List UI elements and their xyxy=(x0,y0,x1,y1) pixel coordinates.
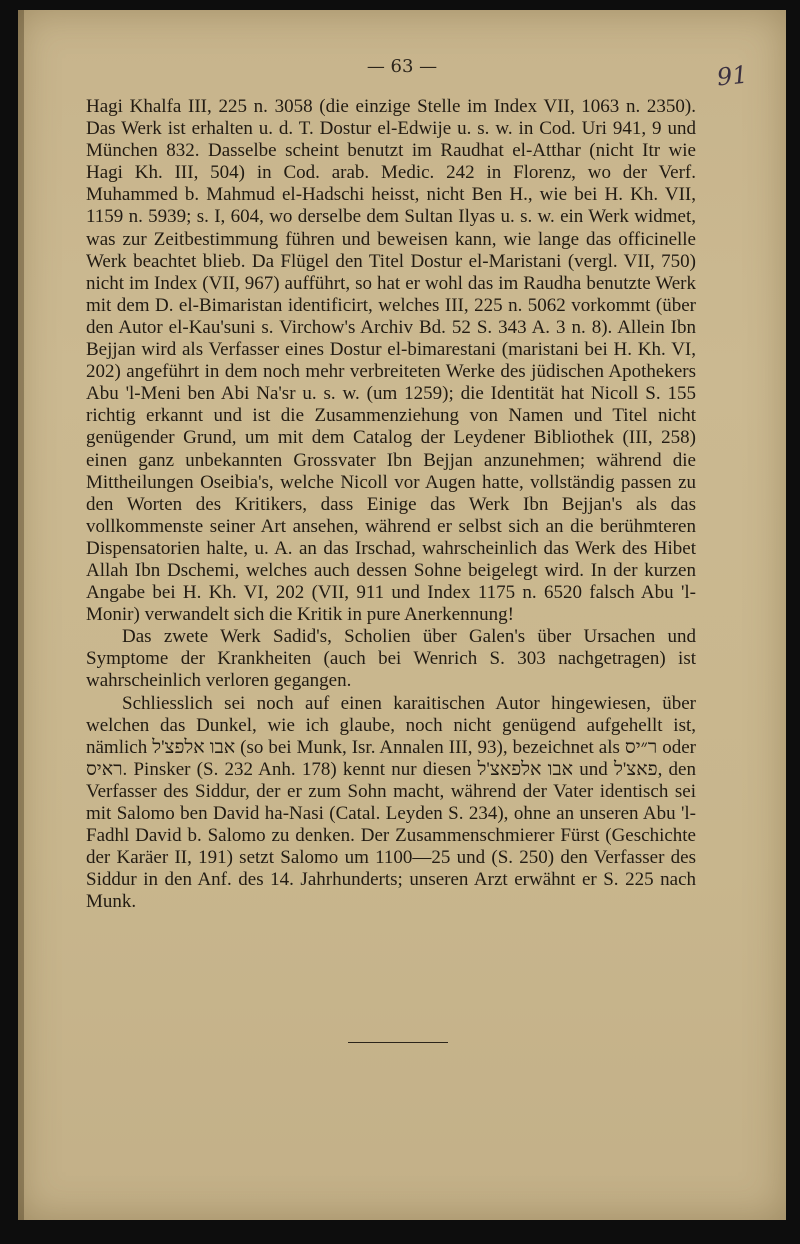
paragraph-3: Schliesslich sei noch auf einen karaitischen Autor hingewiesen, über welchen das Dunkel, wie ich glaube, noch nicht genügend aufgehellt ist, nämlich אבו אלפצ'ל (so bei Munk, Isr. Annalen III, 93), bezeichnet als ר״יס oder ראיס. Pinsker (S. 232 Anh. 178) kennt nur diesen אבו אלפאצ'ל und פאצ'ל, den Verfasser des Siddur, der er zum Sohn macht, während der Vater identisch sei mit Salomo ben David ha-Nasi (Catal. Leyden S. 234), ohne an unseren Abu 'l-Fadhl David b. Salomo zu denken. Der Zusammenschmierer Fürst (Geschichte der Karäer II, 191) setzt Salomo um 1100—25 und (S. 250) den Verfasser des Siddur in den Anf. des 14. Jahrhunderts; unseren Arzt erwähnt er S. 225 nach Munk. xyxy=(86,692,696,913)
book-page xyxy=(18,10,786,1220)
binding-edge xyxy=(18,10,24,1220)
end-rule xyxy=(348,1042,448,1043)
page-number: — 63 — xyxy=(366,56,438,77)
body-text xyxy=(86,96,696,913)
paragraph-1: Hagi Khalfa III, 225 n. 3058 (die einzige Stelle im Index VII, 1063 n. 2350). Das Werk ist erhalten u. d. T. Dostur el-Edwije u. s. w. in Cod. Uri 941, 9 und München 832. Dasselbe scheint benutzt im Raudhat el-Atthar (nicht Itr wie Hagi Kh. III, 504) in Cod. arab. Medic. 242 in Florenz, wo der Verf. Muhammed b. Mahmud el-Hadschi heisst, nicht Ben H., wie bei H. Kh. VII, 1159 n. 5939; s. I, 604, wo derselbe dem Sultan Ilyas u. s. w. ein Werk widmet, was zur Zeitbestimmung führen und beweisen kann, wie lange das officinelle Werk beachtet blieb. Da Flügel den Titel Dostur el-Maristani (vergl. VII, 750) nicht im Index (VII, 967) aufführt, so hat er wohl das im Raudha benutzte Werk mit dem D. el-Bimaristan identificirt, welches III, 225 n. 5062 vorkommt (über den Autor el-Kau'suni s. Virchow's Archiv Bd. 52 S. 343 A. 3 n. 8). Allein Ibn Bejjan wird als Verfasser eines Dostur el-bimarestani (maristani bei H. Kh. VI, 202) angeführt in dem noch mehr verbreiteten Werke des jüdischen Apothekers Abu 'l-Meni ben Abi Na'sr u. s. w. (um 1259); die Identität hat Nicoll S. 155 richtig erkannt und ist die Zusammenziehung von Namen und Titel nicht genügender Grund, um mit dem Catalog der Leydener Bibliothek (III, 258) einen ganz unbekannten Grossvater Ibn Bejjan anzunehmen; während die Mittheilungen Oseibia's, welche Nicoll vor Augen hatte, vollständig passen zu den Worten des Kritikers, dass Einige das Werk Ibn Bejjan's als das vollkommenste seiner Art ansehen, während er selbst sich an die berühmteren Dispensatorien halte, u. A. an das Irschad, wahrscheinlich das Werk des Hibet Allah Ibn Dschemi, welches auch dessen Sohne beigelegt wird. In der kurzen Angabe bei H. Kh. VI, 202 (VII, 911 und Index 1175 n. 6520 falsch Abu 'l-Monir) verwandelt sich die Kritik in pure Anerkennung! xyxy=(86,96,696,626)
paragraph-2: Das zwete Werk Sadid's, Scholien über Galen's über Ursachen und Symptome der Krankheiten (auch bei Wenrich S. 303 nachgetragen) ist wahrscheinlich verloren gegangen. xyxy=(86,626,696,692)
handwritten-folio-number: 91 xyxy=(716,60,750,92)
